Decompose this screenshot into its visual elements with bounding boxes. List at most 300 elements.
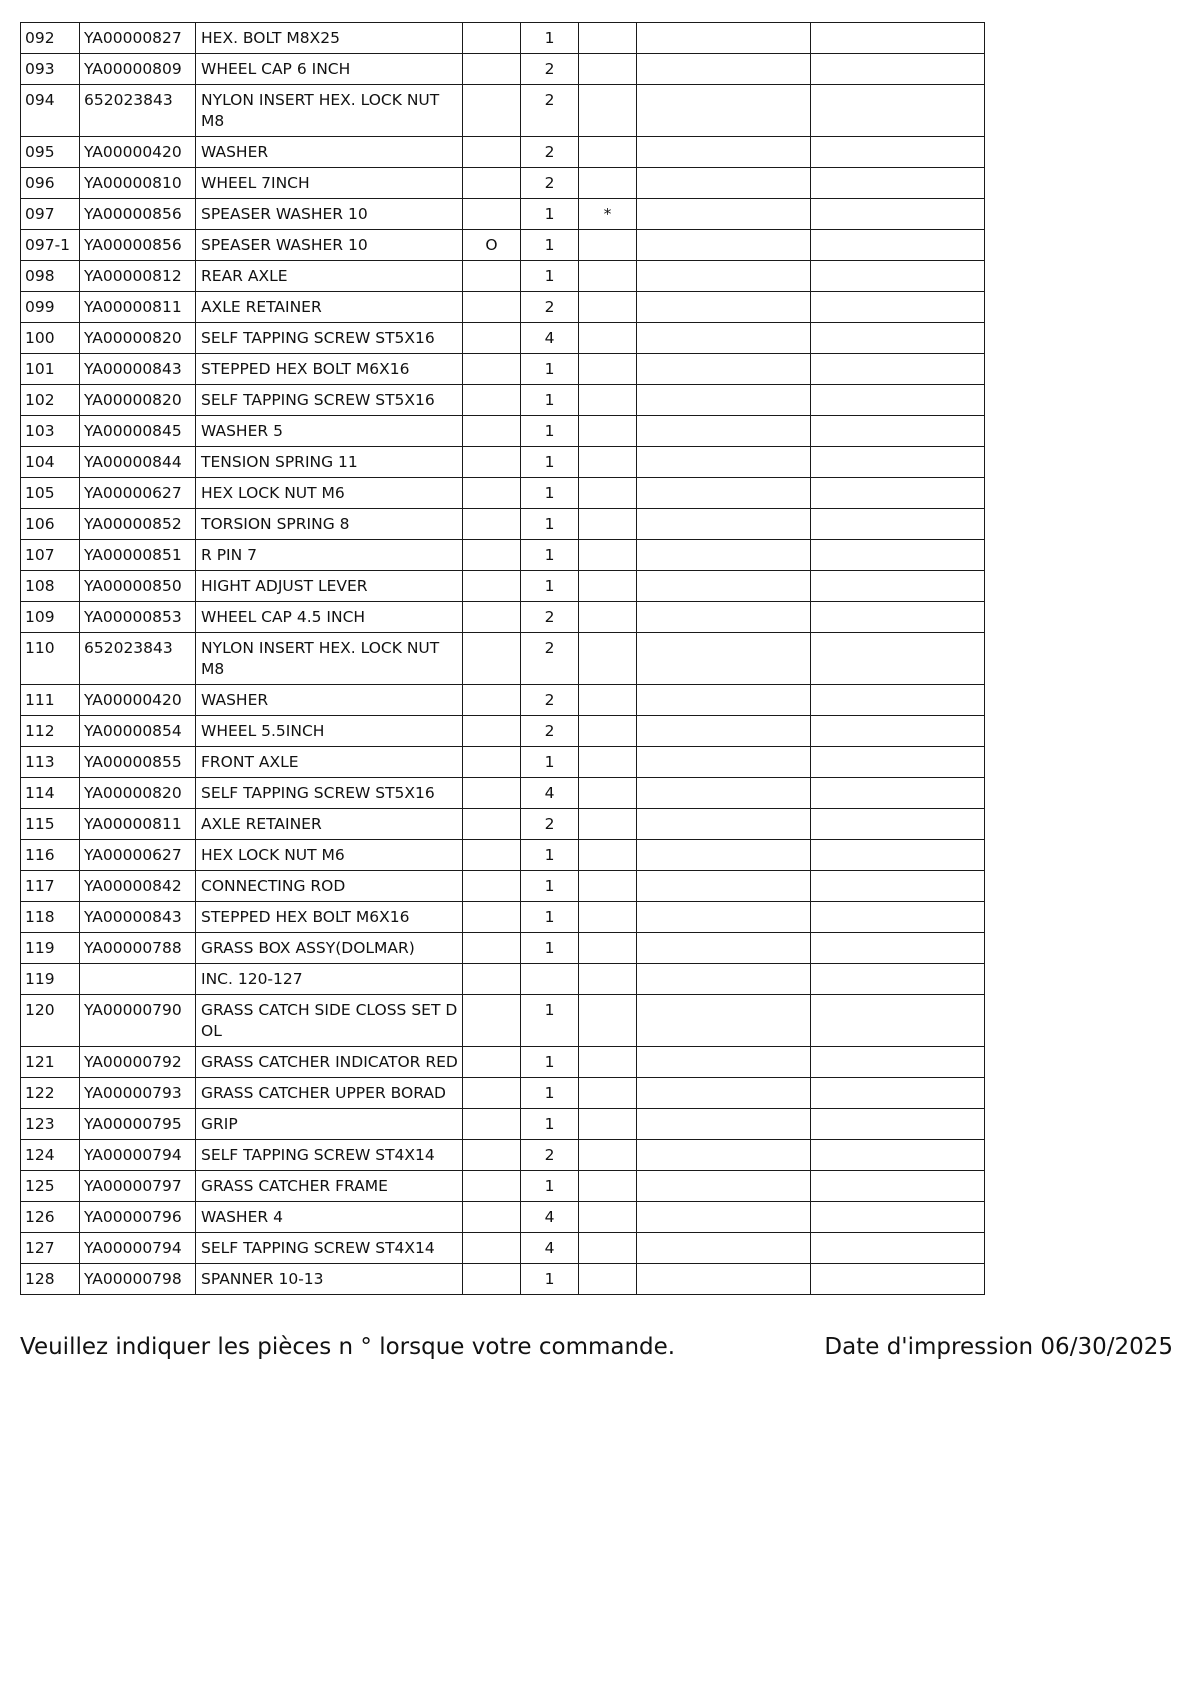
empty-cell-1 xyxy=(637,54,811,85)
empty-cell-1 xyxy=(637,137,811,168)
part-description-cell: STEPPED HEX BOLT M6X16 xyxy=(196,354,463,385)
part-number-cell: 104 xyxy=(21,447,80,478)
part-code-cell: YA00000798 xyxy=(80,1264,196,1295)
part-quantity-cell: 1 xyxy=(521,23,579,54)
part-description-cell: GRASS CATCHER INDICATOR RED xyxy=(196,1047,463,1078)
print-date: Date d'impression 06/30/2025 xyxy=(824,1334,1173,1360)
part-code-cell xyxy=(80,964,196,995)
part-flag-cell xyxy=(463,964,521,995)
empty-cell-2 xyxy=(811,571,985,602)
part-flag-cell xyxy=(463,168,521,199)
part-flag-cell xyxy=(463,1171,521,1202)
empty-cell-2 xyxy=(811,478,985,509)
table-row xyxy=(21,261,985,292)
part-description-cell: HEX. BOLT M8X25 xyxy=(196,23,463,54)
part-number-cell: 117 xyxy=(21,871,80,902)
table-row xyxy=(21,1078,985,1109)
empty-cell-2 xyxy=(811,1047,985,1078)
empty-cell-2 xyxy=(811,778,985,809)
part-code-cell: YA00000794 xyxy=(80,1140,196,1171)
part-description-cell: WASHER 4 xyxy=(196,1202,463,1233)
part-number-cell: 105 xyxy=(21,478,80,509)
part-quantity-cell: 1 xyxy=(521,871,579,902)
table-row xyxy=(21,685,985,716)
part-number-cell: 118 xyxy=(21,902,80,933)
part-code-cell: YA00000792 xyxy=(80,1047,196,1078)
part-number-cell: 107 xyxy=(21,540,80,571)
table-row xyxy=(21,540,985,571)
empty-cell-1 xyxy=(637,964,811,995)
part-number-cell: 122 xyxy=(21,1078,80,1109)
empty-cell-1 xyxy=(637,995,811,1047)
part-quantity-cell xyxy=(521,964,579,995)
table-row xyxy=(21,871,985,902)
part-description-cell: SELF TAPPING SCREW ST5X16 xyxy=(196,385,463,416)
part-code-cell: YA00000812 xyxy=(80,261,196,292)
part-mark-cell xyxy=(579,1140,637,1171)
part-number-cell: 126 xyxy=(21,1202,80,1233)
table-row xyxy=(21,1171,985,1202)
empty-cell-2 xyxy=(811,933,985,964)
part-code-cell: 652023843 xyxy=(80,633,196,685)
empty-cell-1 xyxy=(637,199,811,230)
part-flag-cell: O xyxy=(463,230,521,261)
part-number-cell: 115 xyxy=(21,809,80,840)
part-flag-cell xyxy=(463,933,521,964)
part-description-cell: STEPPED HEX BOLT M6X16 xyxy=(196,902,463,933)
part-mark-cell xyxy=(579,540,637,571)
empty-cell-2 xyxy=(811,230,985,261)
part-flag-cell xyxy=(463,385,521,416)
part-description-cell: GRASS BOX ASSY(DOLMAR) xyxy=(196,933,463,964)
part-code-cell: YA00000820 xyxy=(80,323,196,354)
part-quantity-cell: 2 xyxy=(521,809,579,840)
part-flag-cell xyxy=(463,809,521,840)
part-code-cell: YA00000788 xyxy=(80,933,196,964)
empty-cell-1 xyxy=(637,292,811,323)
empty-cell-1 xyxy=(637,23,811,54)
part-description-cell: WHEEL CAP 6 INCH xyxy=(196,54,463,85)
part-code-cell: 652023843 xyxy=(80,85,196,137)
table-row xyxy=(21,933,985,964)
empty-cell-2 xyxy=(811,292,985,323)
part-quantity-cell: 2 xyxy=(521,685,579,716)
part-description-cell: REAR AXLE xyxy=(196,261,463,292)
part-mark-cell xyxy=(579,716,637,747)
part-number-cell: 095 xyxy=(21,137,80,168)
part-code-cell: YA00000796 xyxy=(80,1202,196,1233)
part-quantity-cell: 4 xyxy=(521,778,579,809)
empty-cell-1 xyxy=(637,447,811,478)
table-row xyxy=(21,137,985,168)
empty-cell-2 xyxy=(811,85,985,137)
part-description-cell: AXLE RETAINER xyxy=(196,292,463,323)
part-code-cell: YA00000845 xyxy=(80,416,196,447)
table-row xyxy=(21,716,985,747)
table-row xyxy=(21,995,985,1047)
part-number-cell: 102 xyxy=(21,385,80,416)
part-number-cell: 108 xyxy=(21,571,80,602)
part-quantity-cell: 2 xyxy=(521,292,579,323)
part-number-cell: 119 xyxy=(21,964,80,995)
part-description-cell: WASHER 5 xyxy=(196,416,463,447)
empty-cell-1 xyxy=(637,416,811,447)
part-quantity-cell: 2 xyxy=(521,1140,579,1171)
part-code-cell: YA00000790 xyxy=(80,995,196,1047)
empty-cell-2 xyxy=(811,1140,985,1171)
part-code-cell: YA00000811 xyxy=(80,292,196,323)
table-row xyxy=(21,1233,985,1264)
part-code-cell: YA00000794 xyxy=(80,1233,196,1264)
part-description-cell: GRASS CATCHER UPPER BORAD xyxy=(196,1078,463,1109)
table-row xyxy=(21,809,985,840)
empty-cell-2 xyxy=(811,23,985,54)
empty-cell-1 xyxy=(637,1202,811,1233)
table-row xyxy=(21,447,985,478)
part-description-cell: FRONT AXLE xyxy=(196,747,463,778)
part-quantity-cell: 2 xyxy=(521,168,579,199)
part-flag-cell xyxy=(463,1047,521,1078)
table-row xyxy=(21,292,985,323)
empty-cell-1 xyxy=(637,902,811,933)
part-description-cell: WHEEL 5.5INCH xyxy=(196,716,463,747)
part-quantity-cell: 1 xyxy=(521,354,579,385)
empty-cell-2 xyxy=(811,716,985,747)
part-number-cell: 106 xyxy=(21,509,80,540)
part-number-cell: 092 xyxy=(21,23,80,54)
part-mark-cell xyxy=(579,1202,637,1233)
part-flag-cell xyxy=(463,292,521,323)
part-flag-cell xyxy=(463,1202,521,1233)
part-number-cell: 123 xyxy=(21,1109,80,1140)
part-mark-cell xyxy=(579,261,637,292)
part-number-cell: 128 xyxy=(21,1264,80,1295)
table-row xyxy=(21,964,985,995)
table-row xyxy=(21,199,985,230)
part-number-cell: 112 xyxy=(21,716,80,747)
part-description-cell: HEX LOCK NUT M6 xyxy=(196,478,463,509)
empty-cell-1 xyxy=(637,871,811,902)
part-quantity-cell: 1 xyxy=(521,1109,579,1140)
part-description-cell: HIGHT ADJUST LEVER xyxy=(196,571,463,602)
table-row xyxy=(21,85,985,137)
empty-cell-1 xyxy=(637,478,811,509)
part-mark-cell xyxy=(579,964,637,995)
part-code-cell: YA00000850 xyxy=(80,571,196,602)
part-mark-cell xyxy=(579,168,637,199)
part-mark-cell xyxy=(579,747,637,778)
part-flag-cell xyxy=(463,23,521,54)
part-code-cell: YA00000627 xyxy=(80,478,196,509)
part-number-cell: 125 xyxy=(21,1171,80,1202)
empty-cell-2 xyxy=(811,447,985,478)
part-flag-cell xyxy=(463,778,521,809)
part-mark-cell: * xyxy=(579,199,637,230)
part-description-cell: CONNECTING ROD xyxy=(196,871,463,902)
part-flag-cell xyxy=(463,509,521,540)
part-mark-cell xyxy=(579,871,637,902)
empty-cell-2 xyxy=(811,685,985,716)
part-description-cell: SELF TAPPING SCREW ST4X14 xyxy=(196,1140,463,1171)
empty-cell-1 xyxy=(637,716,811,747)
empty-cell-2 xyxy=(811,633,985,685)
table-row xyxy=(21,747,985,778)
part-description-cell: SPEASER WASHER 10 xyxy=(196,230,463,261)
empty-cell-1 xyxy=(637,809,811,840)
part-mark-cell xyxy=(579,602,637,633)
table-row xyxy=(21,385,985,416)
part-code-cell: YA00000843 xyxy=(80,902,196,933)
table-row xyxy=(21,902,985,933)
part-code-cell: YA00000843 xyxy=(80,354,196,385)
part-code-cell: YA00000420 xyxy=(80,685,196,716)
part-code-cell: YA00000820 xyxy=(80,778,196,809)
part-mark-cell xyxy=(579,54,637,85)
part-mark-cell xyxy=(579,995,637,1047)
part-mark-cell xyxy=(579,385,637,416)
part-flag-cell xyxy=(463,1078,521,1109)
part-quantity-cell: 1 xyxy=(521,447,579,478)
part-flag-cell xyxy=(463,716,521,747)
part-quantity-cell: 1 xyxy=(521,385,579,416)
empty-cell-2 xyxy=(811,1109,985,1140)
part-description-cell: GRASS CATCH SIDE CLOSS SET D OL xyxy=(196,995,463,1047)
empty-cell-2 xyxy=(811,1078,985,1109)
part-quantity-cell: 2 xyxy=(521,85,579,137)
part-code-cell: YA00000844 xyxy=(80,447,196,478)
part-code-cell: YA00000811 xyxy=(80,809,196,840)
empty-cell-2 xyxy=(811,168,985,199)
part-code-cell: YA00000793 xyxy=(80,1078,196,1109)
empty-cell-1 xyxy=(637,747,811,778)
table-row xyxy=(21,840,985,871)
part-number-cell: 114 xyxy=(21,778,80,809)
part-description-cell: NYLON INSERT HEX. LOCK NUT M8 xyxy=(196,633,463,685)
empty-cell-1 xyxy=(637,1171,811,1202)
empty-cell-2 xyxy=(811,840,985,871)
part-quantity-cell: 1 xyxy=(521,995,579,1047)
part-mark-cell xyxy=(579,1233,637,1264)
table-row xyxy=(21,230,985,261)
part-mark-cell xyxy=(579,1047,637,1078)
empty-cell-2 xyxy=(811,964,985,995)
empty-cell-2 xyxy=(811,323,985,354)
part-mark-cell xyxy=(579,509,637,540)
part-number-cell: 098 xyxy=(21,261,80,292)
part-code-cell: YA00000827 xyxy=(80,23,196,54)
part-mark-cell xyxy=(579,685,637,716)
part-description-cell: GRASS CATCHER FRAME xyxy=(196,1171,463,1202)
table-row xyxy=(21,571,985,602)
part-quantity-cell: 1 xyxy=(521,1047,579,1078)
empty-cell-1 xyxy=(637,1047,811,1078)
empty-cell-2 xyxy=(811,602,985,633)
part-quantity-cell: 1 xyxy=(521,416,579,447)
part-number-cell: 124 xyxy=(21,1140,80,1171)
part-description-cell: GRIP xyxy=(196,1109,463,1140)
part-quantity-cell: 2 xyxy=(521,602,579,633)
part-mark-cell xyxy=(579,1171,637,1202)
part-number-cell: 097 xyxy=(21,199,80,230)
table-row xyxy=(21,54,985,85)
part-flag-cell xyxy=(463,871,521,902)
empty-cell-1 xyxy=(637,840,811,871)
part-description-cell: SPEASER WASHER 10 xyxy=(196,199,463,230)
empty-cell-1 xyxy=(637,85,811,137)
part-description-cell: AXLE RETAINER xyxy=(196,809,463,840)
part-description-cell: WASHER xyxy=(196,137,463,168)
part-flag-cell xyxy=(463,199,521,230)
part-number-cell: 093 xyxy=(21,54,80,85)
part-description-cell: WHEEL CAP 4.5 INCH xyxy=(196,602,463,633)
part-mark-cell xyxy=(579,137,637,168)
empty-cell-2 xyxy=(811,199,985,230)
empty-cell-1 xyxy=(637,778,811,809)
part-number-cell: 127 xyxy=(21,1233,80,1264)
empty-cell-1 xyxy=(637,323,811,354)
part-flag-cell xyxy=(463,685,521,716)
table-row xyxy=(21,416,985,447)
empty-cell-2 xyxy=(811,1264,985,1295)
table-row xyxy=(21,323,985,354)
part-code-cell: YA00000810 xyxy=(80,168,196,199)
table-row xyxy=(21,602,985,633)
table-row xyxy=(21,1109,985,1140)
part-description-cell: SELF TAPPING SCREW ST5X16 xyxy=(196,778,463,809)
part-flag-cell xyxy=(463,416,521,447)
part-flag-cell xyxy=(463,54,521,85)
part-code-cell: YA00000853 xyxy=(80,602,196,633)
empty-cell-2 xyxy=(811,509,985,540)
empty-cell-1 xyxy=(637,1109,811,1140)
part-description-cell: WASHER xyxy=(196,685,463,716)
part-quantity-cell: 1 xyxy=(521,747,579,778)
part-number-cell: 097-1 xyxy=(21,230,80,261)
table-row xyxy=(21,1202,985,1233)
part-code-cell: YA00000856 xyxy=(80,199,196,230)
part-flag-cell xyxy=(463,571,521,602)
part-description-cell: HEX LOCK NUT M6 xyxy=(196,840,463,871)
part-quantity-cell: 1 xyxy=(521,540,579,571)
part-quantity-cell: 1 xyxy=(521,199,579,230)
part-mark-cell xyxy=(579,478,637,509)
empty-cell-1 xyxy=(637,168,811,199)
empty-cell-2 xyxy=(811,1202,985,1233)
part-quantity-cell: 2 xyxy=(521,633,579,685)
part-flag-cell xyxy=(463,995,521,1047)
empty-cell-2 xyxy=(811,747,985,778)
part-number-cell: 101 xyxy=(21,354,80,385)
part-code-cell: YA00000851 xyxy=(80,540,196,571)
part-flag-cell xyxy=(463,354,521,385)
table-row xyxy=(21,168,985,199)
part-number-cell: 111 xyxy=(21,685,80,716)
table-row xyxy=(21,1047,985,1078)
part-code-cell: YA00000855 xyxy=(80,747,196,778)
empty-cell-1 xyxy=(637,1078,811,1109)
part-number-cell: 100 xyxy=(21,323,80,354)
part-mark-cell xyxy=(579,85,637,137)
parts-table xyxy=(20,22,985,1295)
part-mark-cell xyxy=(579,1109,637,1140)
empty-cell-1 xyxy=(637,933,811,964)
part-number-cell: 103 xyxy=(21,416,80,447)
part-flag-cell xyxy=(463,1140,521,1171)
empty-cell-1 xyxy=(637,571,811,602)
empty-cell-1 xyxy=(637,1233,811,1264)
part-mark-cell xyxy=(579,778,637,809)
part-flag-cell xyxy=(463,540,521,571)
table-row xyxy=(21,1140,985,1171)
table-row xyxy=(21,778,985,809)
part-code-cell: YA00000842 xyxy=(80,871,196,902)
table-row xyxy=(21,23,985,54)
table-row xyxy=(21,633,985,685)
table-row xyxy=(21,1264,985,1295)
part-description-cell: SPANNER 10-13 xyxy=(196,1264,463,1295)
table-row xyxy=(21,509,985,540)
part-flag-cell xyxy=(463,1233,521,1264)
part-mark-cell xyxy=(579,1078,637,1109)
empty-cell-2 xyxy=(811,261,985,292)
part-flag-cell xyxy=(463,137,521,168)
part-flag-cell xyxy=(463,447,521,478)
part-description-cell: R PIN 7 xyxy=(196,540,463,571)
part-description-cell: WHEEL 7INCH xyxy=(196,168,463,199)
part-quantity-cell: 4 xyxy=(521,323,579,354)
empty-cell-2 xyxy=(811,1233,985,1264)
empty-cell-2 xyxy=(811,540,985,571)
part-mark-cell xyxy=(579,1264,637,1295)
empty-cell-2 xyxy=(811,54,985,85)
part-mark-cell xyxy=(579,354,637,385)
empty-cell-1 xyxy=(637,354,811,385)
part-quantity-cell: 4 xyxy=(521,1202,579,1233)
part-description-cell: TORSION SPRING 8 xyxy=(196,509,463,540)
part-number-cell: 116 xyxy=(21,840,80,871)
part-number-cell: 099 xyxy=(21,292,80,323)
part-description-cell: TENSION SPRING 11 xyxy=(196,447,463,478)
parts-table-body xyxy=(21,23,985,1295)
empty-cell-2 xyxy=(811,137,985,168)
part-quantity-cell: 1 xyxy=(521,230,579,261)
part-flag-cell xyxy=(463,85,521,137)
part-number-cell: 109 xyxy=(21,602,80,633)
part-mark-cell xyxy=(579,933,637,964)
empty-cell-1 xyxy=(637,1264,811,1295)
empty-cell-2 xyxy=(811,354,985,385)
part-code-cell: YA00000795 xyxy=(80,1109,196,1140)
part-quantity-cell: 1 xyxy=(521,1078,579,1109)
part-flag-cell xyxy=(463,261,521,292)
part-number-cell: 113 xyxy=(21,747,80,778)
empty-cell-2 xyxy=(811,871,985,902)
part-mark-cell xyxy=(579,230,637,261)
part-description-cell: INC. 120-127 xyxy=(196,964,463,995)
part-code-cell: YA00000854 xyxy=(80,716,196,747)
part-quantity-cell: 1 xyxy=(521,478,579,509)
part-quantity-cell: 1 xyxy=(521,840,579,871)
part-mark-cell xyxy=(579,416,637,447)
part-code-cell: YA00000820 xyxy=(80,385,196,416)
part-mark-cell xyxy=(579,447,637,478)
part-number-cell: 121 xyxy=(21,1047,80,1078)
empty-cell-1 xyxy=(637,633,811,685)
empty-cell-2 xyxy=(811,385,985,416)
part-quantity-cell: 1 xyxy=(521,509,579,540)
part-flag-cell xyxy=(463,902,521,933)
table-row xyxy=(21,478,985,509)
